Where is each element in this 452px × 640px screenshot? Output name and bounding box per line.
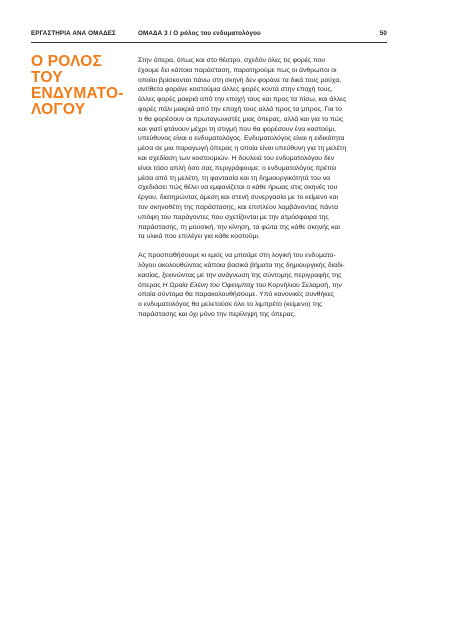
text-line: φορές πάλι μακριά από την εποχή τους αλλά προς τα μπρος. Για το (138, 105, 342, 113)
opera-title: Η Ωραία Ελένη του Όφενμπαχ (162, 281, 254, 289)
section-title (31, 54, 131, 118)
text-line: Ας προσπαθήσουμε κι εμείς να μπούμε στη λογική του ενδυματο- (138, 252, 336, 260)
text-line: έχουμε δει κάποια παράσταση, παρατηρούμε πως οι άνθρωποι οι (138, 66, 337, 74)
text-line: κασίας, ξεκινώντας με την ανάγνωση της σύντομης περιγραφής της (138, 271, 342, 279)
text-line: τον σκηνοθέτη της παράστασης, και επιπλέον λαμβάνοντας πάντα (138, 203, 339, 211)
page-number: 50 (379, 30, 387, 37)
text-line: άλλες φορές μακριά από την εποχή τους και προς τα πίσω, και άλλες (138, 96, 347, 104)
text-line: αντίθετα φοράνε κοστούμια άλλες φορές κοντά στην εποχή τους, (138, 86, 333, 94)
text-line: υπόψη του παράγοντες που σχετίζονται με την ατμόσφαιρα της (138, 213, 329, 221)
text-line: μέσα από τη μελέτη, τη φαντασία και τη δημιουργικότητά του να (138, 174, 331, 182)
section-title-line: Ο ΡΟΛΟΣ (31, 53, 103, 70)
text-line: τα υλικά που επιλέγει για κάθε κοστούμι. (138, 233, 260, 241)
text-line-with-opera-title (138, 281, 388, 291)
text-line: οποίοι βρίσκονται πάνω στη σκηνή δεν φοράνε τα δικά τους ρούχα, (138, 76, 342, 84)
text-fragment: όπερας (138, 281, 163, 289)
running-header (31, 28, 387, 42)
header-divider (31, 42, 387, 43)
text-line: τι θα φορέσουν οι πρωταγωνιστές μιας όπερας, αλλά και για το πώς (138, 115, 344, 123)
header-chapter-title: ΟΜΑΔΑ 3 / Ο ρόλος του ενδυματολόγου (138, 30, 261, 37)
text-line: έργου, διατηρώντας άμεση και στενή συνεργασία με το κείμενο και (138, 194, 339, 202)
header-section-label: ΕΡΓΑΣΤΗΡΙΑ ΑΝΑ ΟΜΑΔΕΣ (31, 30, 116, 37)
text-line: παράστασης, τη μουσική, την κίνηση, τα φώτα της κάθε σκηνής και (138, 223, 340, 231)
text-line: μέσα σε μια παραγωγή όπερας η οποία είναι υπεύθυνη για τη μελέτη (138, 145, 347, 153)
text-line: υπεύθυνος είναι ο ενδυματολόγος. Ενδυματολόγος είναι η ειδικότητα (138, 135, 345, 143)
text-line: οποία σύντομα θα παρακολουθήσουμε. Υπό κανονικές συνθήκες (138, 291, 335, 299)
text-fragment: του Κορνήλιου Σελαμσή, την (253, 281, 342, 289)
section-title-line: ΛΟΓΟΥ (31, 101, 86, 118)
paragraph-2 (138, 251, 388, 320)
section-title-line: ΕΝΔΥΜΑΤΟ- (31, 85, 124, 102)
text-line: και γιατί φτάνουν μέχρι τη στιγμή που θα φορέσουν ένα κοστούμι, (138, 125, 337, 133)
text-line: Στην όπερα, όπως και στο θέατρο, σχεδόν όλες τις φορές που (138, 57, 326, 64)
text-line: και σχεδίαση των κοστουμιών. Η δουλειά του ενδυματολόγου δεν (138, 154, 335, 162)
body-text (138, 56, 388, 320)
text-line: λόγου ακολουθώντας κάποια βασικά βήματα της δημιουργικής διαδι- (138, 261, 345, 269)
text-line: ο ενδυματολόγος θα μελετούσε όλο το λιμπρέτο (κείμενο) της (138, 301, 323, 309)
text-line: σχεδιάσει πώς θέλει να εμφανίζεται ο κάθε ήρωας στις σκηνές του (138, 184, 338, 192)
text-line: παράστασης και όχι μόνο την περίληψη της όπερας. (138, 310, 296, 318)
text-line: είναι τόσο απλή όσο σας περιγράφουμε: ο ενδυματολόγος πρέπει (138, 164, 337, 172)
paragraph-1 (138, 56, 388, 242)
section-title-line: ΤΟΥ (31, 69, 63, 86)
